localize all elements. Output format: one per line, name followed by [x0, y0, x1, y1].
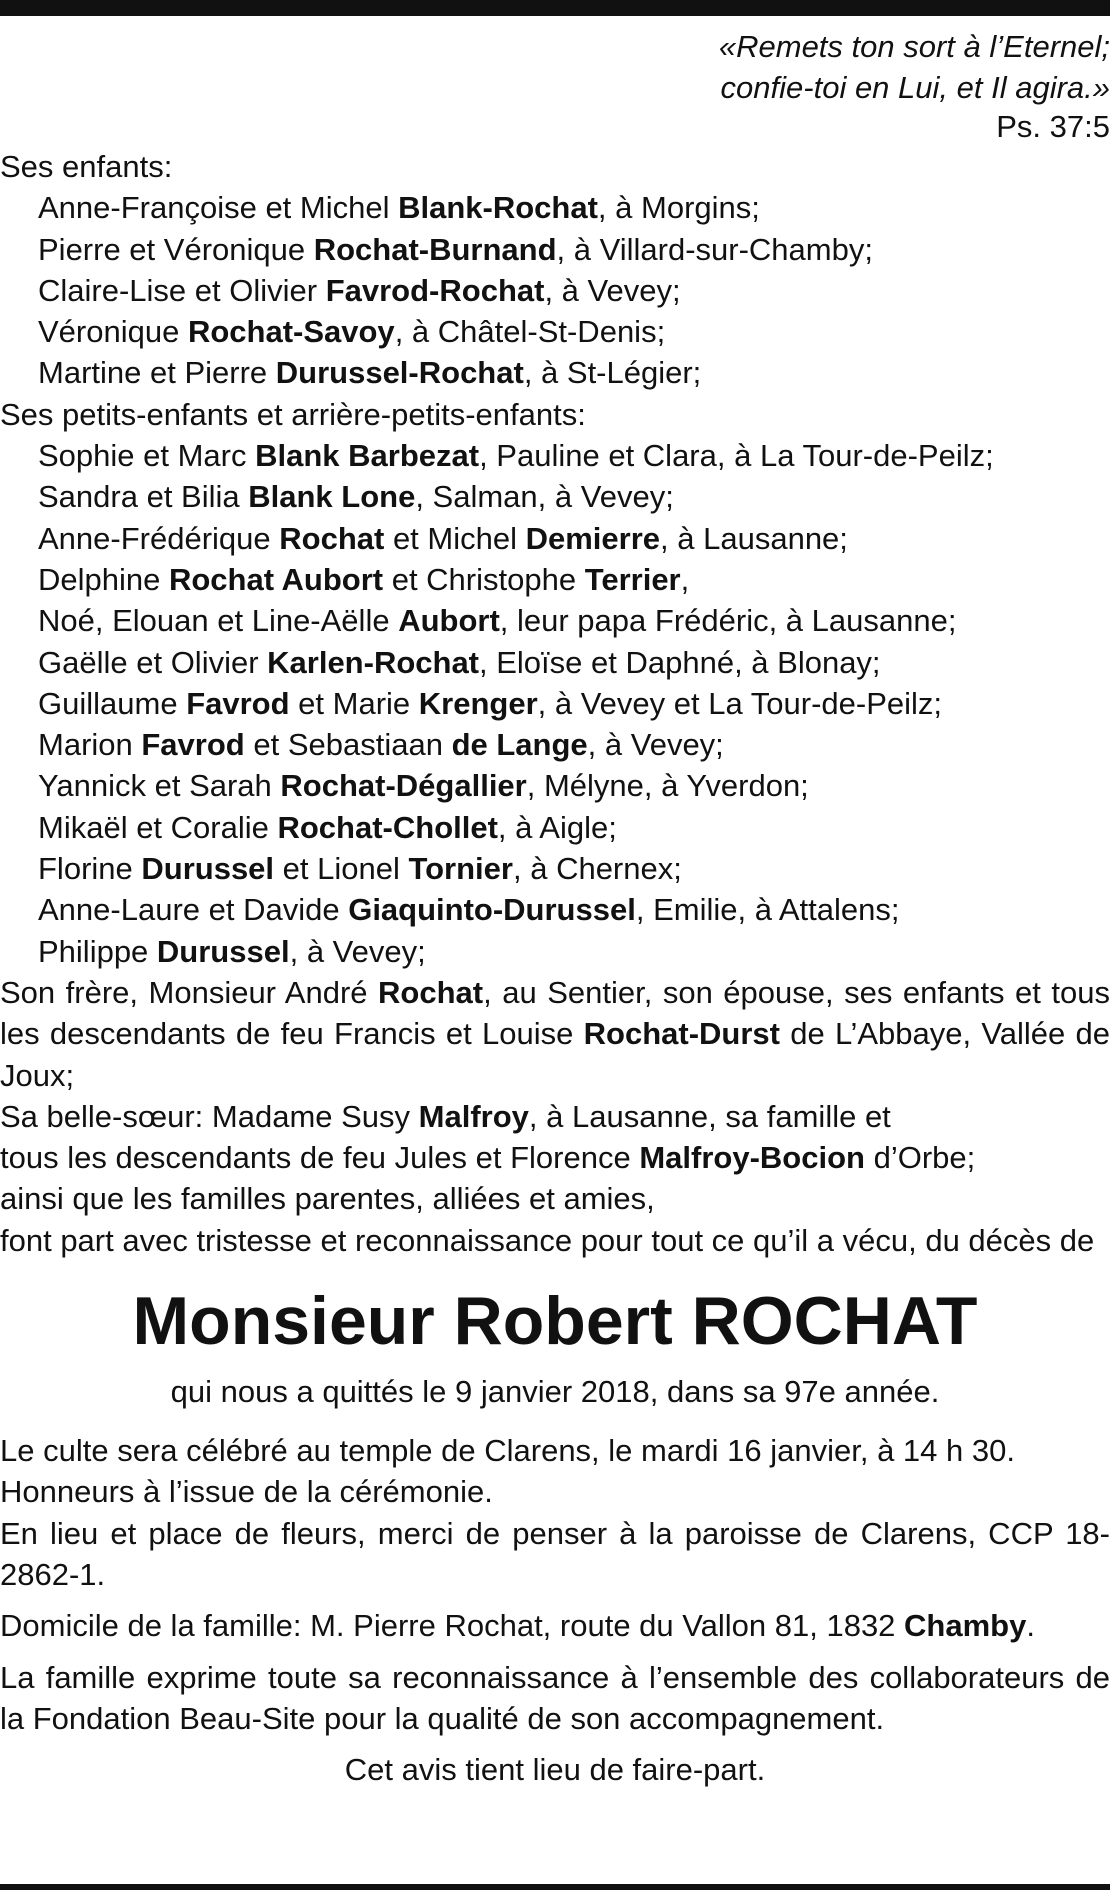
- child-entry: Martine et Pierre Durussel-Rochat, à St-Légier;: [38, 355, 702, 391]
- family-name: Demierre: [525, 520, 661, 556]
- epigraph-line-1: «Remets ton sort à l’Eternel;: [718, 29, 1110, 64]
- grandchild-entry: Delphine Rochat Aubort et Christophe Terrier,: [38, 561, 690, 597]
- family-name: Rochat-Chollet: [277, 809, 498, 845]
- grandchild-entry: Noé, Elouan et Line-Aëlle Aubort, leur papa Frédéric, à Lausanne;: [38, 603, 957, 639]
- family-name: Rochat-Savoy: [187, 314, 395, 350]
- epigraph-line-2: confie-toi en Lui, et Il agira.»: [720, 70, 1110, 105]
- family-name: Malfroy-Bocion: [639, 1140, 865, 1176]
- grandchild-entry: Anne-Laure et Davide Giaquinto-Durussel, Emilie, à Attalens;: [38, 892, 900, 928]
- family-name: Blank Barbezat: [255, 438, 480, 474]
- child-entry: Véronique Rochat-Savoy, à Châtel-St-Denis;: [38, 314, 666, 350]
- thanks-paragraph: La famille exprime toute sa reconnaissance à l’ensemble des collaborateurs de la Fondation Beau-Site pour la qualité de son accompagnement.: [0, 1659, 1110, 1736]
- death-date-line: qui nous a quittés le 9 janvier 2018, dans sa 97e année.: [170, 1374, 940, 1410]
- sister-in-law-line-1: Sa belle-sœur: Madame Susy Malfroy, à Lausanne, sa famille et: [0, 1098, 891, 1134]
- child-entry: Claire-Lise et Olivier Favrod-Rochat, à Vevey;: [38, 272, 681, 308]
- family-list: [0, 146, 1110, 1261]
- brother-paragraph: Son frère, Monsieur André Rochat, au Sentier, son épouse, ses enfants et tous les descendants de feu Francis et Louise Rochat-Durst de L’Abbaye, Vallée de Joux;: [0, 974, 1110, 1093]
- family-name: Krenger: [418, 685, 538, 721]
- family-name: Malfroy: [418, 1098, 529, 1134]
- grandchild-entry: Philippe Durussel, à Vevey;: [38, 933, 426, 969]
- grandchild-entry: Florine Durussel et Lionel Tornier, à Chernex;: [38, 851, 682, 887]
- family-name: Durussel-Rochat: [275, 355, 524, 391]
- grandchild-entry: Anne-Frédérique Rochat et Michel Demierre, à Lausanne;: [38, 520, 848, 556]
- child-entry: Anne-Françoise et Michel Blank-Rochat, à Morgins;: [38, 190, 760, 226]
- grandchildren-heading: Ses petits-enfants et arrière-petits-enfants:: [0, 396, 586, 432]
- family-name: Giaquinto-Durussel: [348, 892, 636, 928]
- family-name: Rochat Aubort: [168, 561, 384, 597]
- closing-line: Cet avis tient lieu de faire-part.: [344, 1752, 766, 1788]
- announcement-intro: font part avec tristesse et reconnaissance pour tout ce qu’il a vécu, du décès de: [0, 1222, 1095, 1258]
- family-name: Rochat: [378, 974, 484, 1010]
- place-name: Chamby: [904, 1608, 1027, 1644]
- deceased-name: Monsieur Robert ROCHAT: [132, 1283, 978, 1360]
- domicile-line: Domicile de la famille: M. Pierre Rochat, route du Vallon 81, 1832 Chamby.: [0, 1608, 1035, 1644]
- sister-in-law-line-2: tous les descendants de feu Jules et Florence Malfroy-Bocion d’Orbe;: [0, 1140, 976, 1176]
- family-name: Rochat: [279, 520, 385, 556]
- family-name: Favrod-Rochat: [325, 272, 545, 308]
- service-line-1: Le culte sera célébré au temple de Clarens, le mardi 16 janvier, à 14 h 30.: [0, 1433, 1015, 1469]
- bottom-border-rule: [0, 1884, 1110, 1890]
- grandchild-entry: Marion Favrod et Sebastiaan de Lange, à Vevey;: [38, 727, 724, 763]
- family-name: Favrod: [141, 727, 245, 763]
- family-name: Favrod: [186, 685, 290, 721]
- epigraph: [0, 26, 1110, 108]
- service-info: [0, 1430, 1110, 1513]
- flowers-note: En lieu et place de fleurs, merci de penser à la paroisse de Clarens, CCP 18-2862-1.: [0, 1515, 1110, 1592]
- family-name: Aubort: [398, 603, 500, 639]
- family-name: Blank Lone: [248, 479, 416, 515]
- grandchild-entry: Yannick et Sarah Rochat-Dégallier, Mélyne, à Yverdon;: [38, 768, 809, 804]
- child-entry: Pierre et Véronique Rochat-Burnand, à Villard-sur-Chamby;: [38, 231, 873, 267]
- family-name: Rochat-Durst: [583, 1016, 780, 1052]
- obituary-notice: [0, 26, 1110, 1790]
- family-name: Terrier: [584, 561, 681, 597]
- children-heading: Ses enfants:: [0, 149, 173, 184]
- family-name: de Lange: [451, 727, 588, 763]
- grandchild-entry: Guillaume Favrod et Marie Krenger, à Vevey et La Tour-de-Peilz;: [38, 685, 943, 721]
- grandchild-entry: Gaëlle et Olivier Karlen-Rochat, Eloïse et Daphné, à Blonay;: [38, 644, 881, 680]
- service-line-2: Honneurs à l’issue de la cérémonie.: [0, 1474, 493, 1510]
- top-border-rule: [0, 0, 1110, 16]
- family-name: Tornier: [408, 851, 513, 887]
- families-line: ainsi que les familles parentes, alliées et amies,: [0, 1181, 655, 1217]
- family-name: Karlen-Rochat: [267, 644, 480, 680]
- epigraph-reference: Ps. 37:5: [996, 109, 1110, 144]
- family-name: Rochat-Burnand: [313, 231, 557, 267]
- family-name: Durussel: [141, 851, 275, 887]
- family-name: Rochat-Dégallier: [280, 768, 527, 804]
- grandchild-entry: Sandra et Bilia Blank Lone, Salman, à Vevey;: [38, 479, 674, 515]
- grandchild-entry: Sophie et Marc Blank Barbezat, Pauline et Clara, à La Tour-de-Peilz;: [38, 438, 994, 474]
- family-name: Durussel: [156, 933, 290, 969]
- family-name: Blank-Rochat: [398, 190, 598, 226]
- grandchild-entry: Mikaël et Coralie Rochat-Chollet, à Aigle;: [38, 809, 617, 845]
